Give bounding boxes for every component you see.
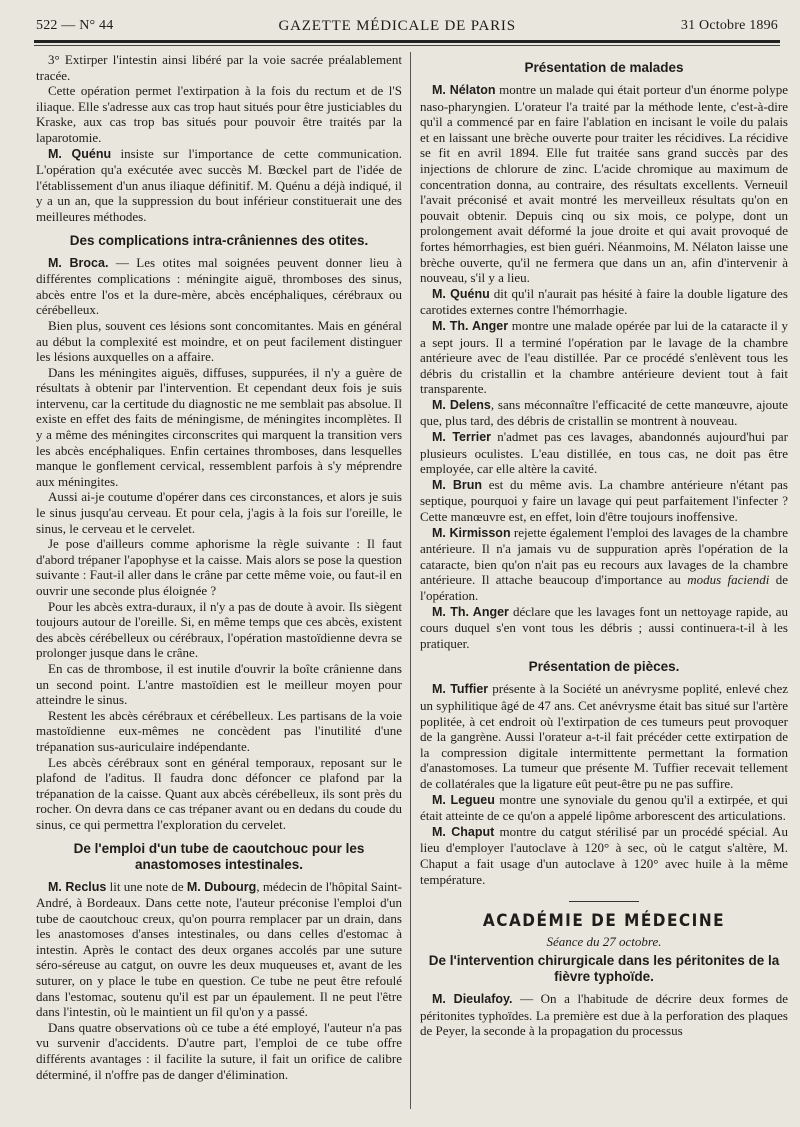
speaker-name: M. Delens <box>432 397 491 412</box>
speaker-name: M. Dubourg <box>186 879 257 894</box>
paragraph-text: — Les otites mal soignées peuvent donner lieu à différentes complications : méningite aiguë, thromboses des sinus, abcès entre l'os et la dure-mère, abcès encéphaliques, cérébraux ou cérébelleux. <box>36 254 402 318</box>
page-number: 522 — N° 44 <box>36 18 114 33</box>
paragraph-text: montre une synoviale du genou qu'il a extirpée, et qui était atteinte de ce qu'on a appelé lipôme arborescent des articulations. <box>420 791 788 824</box>
paragraph: Aussi ai-je coutume d'opérer dans ces circonstances, et alors je suis le sinus jusqu'au cerveau. Et pour cela, j'agis à la fois sur l'oreille, le sinus, le cerveau et le cervelet. <box>36 489 402 536</box>
paragraph-text: lit une note de <box>106 878 187 894</box>
speaker-name: M. Legueu <box>432 792 495 807</box>
paragraph-text: , sans méconnaître l'efficacité de cette manœuvre, ajoute que, plus tard, des débris de cristallin se montrent à nouveau. <box>420 396 788 429</box>
left-column <box>36 52 402 1111</box>
speaker-name: M. Reclus <box>48 879 107 894</box>
paragraph: Je pose d'ailleurs comme aphorisme la règle suivante : Il faut d'abord trépaner l'apophyse et la caisse. Mais alors se pose la question suivante : Faut-il aller dans le crâne par cette même voie, ou faut-il en ouvrir une seconde plus éloignée ? <box>36 536 402 598</box>
paragraph-text: rejette également l'emploi des lavages de la chambre antérieure. Il n'a jamais vu de suppuration après l'opération de la cataracte, bien qu'on n'ait pas eu recours aux lavages de la chambre antérieure. Il attache beaucoup d'importance au <box>420 524 788 588</box>
paragraph-text: présente à la Société un anévrysme poplité, enlevé chez un syphilitique âgé de 47 ans. Cet anévrysme était bas situé sur l'artère poplitée, à cet endroit où l'extirpation de ces tumeurs peut provoquer de la gangrène. Aussi l'orateur a-t-il fait précéder cette extirpation de la compression digitale intermittente permettant la formation d'anastomoses. La tumeur que présente M. Tuffier recevait tellement de collatérales que la ligature eût peut-être pu ne pas suffire. <box>420 681 788 791</box>
speaker-name: M. Th. Anger <box>432 318 509 333</box>
paragraph-text: de l'opération. <box>420 572 788 603</box>
section-heading: Présentation de pièces. <box>528 659 680 675</box>
paragraph: Pour les abcès extra-duraux, il n'y a pas de doute à avoir. Ils siègent toujours autour de l'oreille. Si, en même temps que ces abcès, existent des abcès cérébelleux ou cérébraux, l'opération mastoïdienne devra se prolonger jusque dans le crâne. <box>36 598 402 661</box>
paragraph-text: , médecin de l'hôpital Saint-André, à Bordeaux. Dans cette note, l'auteur préconise l'emploi d'un tube de caoutchouc creux, qu'on pourra remplacer par un drain, dans les anastomoses d'anses intestinales, ou dans celles d'estomac à intestin. Après le contact des deux organes accolés par une suture séro-séreuse au catgut, on ouvre les deux muqueuses et, avant de les suturer, on y place le tube en question. Ce tube ne peut être refoulé dans l'estomac, soutenu qu'il est par un épaulement. Il ne peut l'être dans l'intestin, où le maintient un fil qu'on y a passé. <box>36 878 402 1020</box>
paragraph <box>420 824 788 887</box>
paragraph-text: — On a l'habitude de décrire deux formes de péritonites typhoïdes. La première est due à la perforation des plaques de Peyer, la seconde à la propagation du processus <box>420 991 788 1039</box>
paragraph-text: n'admet pas ces lavages, abandonnés aujourd'hui par plusieurs oculistes. L'eau distillée, en tous cas, ne doit pas être employée, car elle altère la cavité. <box>420 429 788 477</box>
paragraph <box>420 792 788 824</box>
speaker-name: M. Quénu <box>432 286 490 301</box>
page-header <box>36 12 778 40</box>
paragraph: 3° Extirper l'intestin ainsi libéré par la voie sacrée préalablement tracée. <box>36 52 402 83</box>
paragraph <box>420 477 788 525</box>
header-rule-thin <box>34 45 780 46</box>
academy-title: ACADÉMIE DE MÉDECINE <box>482 911 726 932</box>
paragraph <box>420 318 788 397</box>
paragraph: Cette opération permet l'extirpation à la fois du rectum et de l'S iliaque. Elle s'adresse aux cas trop haut situés pour être justiciables du Kraske, aux cas trop bas situés pour pouvoir être traités par la laparotomie. <box>36 83 402 145</box>
paragraph-text: est du même avis. La chambre antérieure n'étant pas septique, pourquoi y faire un lavage qui peut parfaitement l'infecter ? Cette manœuvre est, en effet, loin d'être toujours inoffensive. <box>420 476 788 525</box>
paragraph: Restent les abcès cérébraux et cérébelleux. Les partisans de la voie mastoïdienne eux-mêmes ne concèdent pas l'inutilité d'une trépanation sus-auriculaire indépendante. <box>36 707 402 754</box>
paragraph: Les abcès cérébraux sont en général temporaux, reposant sur le plafond de l'aditus. Il faudra donc défoncer ce plafond par la trépanation de la caisse. Quant aux abcès cérébelleux, ils sont près du rocher. On devra dans ce cas trépaner avant ou en dedans du coude du sinus, ce qui permettra l'exploration du cervelet. <box>36 754 402 832</box>
paragraph <box>36 255 402 318</box>
academy-block <box>420 901 788 930</box>
paragraph <box>420 991 788 1039</box>
paragraph-text: déclare que les lavages font un nettoyage rapide, au cours duquel s'en vont tous les débris ; aussi continuera-t-il à les pratiquer. <box>420 603 788 651</box>
paragraph: Dans quatre observations où ce tube a été employé, l'auteur n'a pas vu survenir d'accidents. D'autre part, l'emploi de ce tube offre différents avantages : il facilite la suture, il fait un orifice de calibre déterminé, il n'offre pas de danger d'élimination. <box>36 1019 402 1082</box>
speaker-name: M. Terrier <box>432 430 492 445</box>
speaker-name: M. Chaput <box>432 824 495 839</box>
speaker-name: M. Kirmisson <box>432 525 511 540</box>
speaker-name: M. Brun <box>432 477 483 492</box>
journal-title: GAZETTE MÉDICALE DE PARIS <box>278 17 516 34</box>
paragraph <box>420 604 788 652</box>
section-heading: De l'emploi d'un tube de caoutchouc pour les anastomoses intestinales. <box>73 840 365 872</box>
paragraph <box>420 429 788 477</box>
paragraph <box>420 82 788 286</box>
speaker-name: M. Broca. <box>48 255 109 270</box>
speaker-name: M. Tuffier <box>432 682 489 697</box>
paragraph <box>36 879 402 1020</box>
issue-date: 31 Octobre 1896 <box>680 18 778 33</box>
speaker-name: M. Quénu <box>48 146 112 161</box>
column-divider <box>410 52 411 1109</box>
italic-term: modus faciendi <box>687 572 770 588</box>
speaker-name: M. Nélaton <box>432 83 496 97</box>
right-column <box>420 52 788 1111</box>
section-heading: De l'intervention chirurgicale dans les péritonites de la fièvre typhoïde. <box>428 953 780 985</box>
separator-rule <box>569 901 639 902</box>
section-heading: Des complications intra-crâniennes des otites. <box>69 232 369 248</box>
paragraph <box>36 146 402 225</box>
paragraph-text: dit qu'il n'aurait pas hésité à faire la double ligature des carotides externes contre l'hémorrhagie. <box>420 285 788 318</box>
speaker-name: M. Dieulafoy. <box>432 992 513 1007</box>
paragraph <box>420 397 788 429</box>
paragraph-text: montre du catgut stérilisé par un procédé spécial. Au lieu d'employer l'autoclave à 120° à sec, où le catgut s'altère, M. Chaput a fait usage d'un autoclave à 120° avec huile à la même température. <box>420 823 788 887</box>
session-date: Séance du 27 octobre. <box>546 933 662 949</box>
paragraph-text: insiste sur l'importance de cette communication. L'opération qu'a exécutée avec succès M. Bœckel part de l'idée de l'établissement d'un anus iliaque définitif. M. Quénu a déjà indiqué, il y a un an, que la suppression du bout inférieur constituerait une des meilleures méthodes. <box>36 145 402 224</box>
paragraph-text: montre un malade qui était porteur d'un énorme polype naso-pharyngien. L'orateur l'a traité par la méthode lente, c'est-à-dire qu'il a commencé par en faire l'ablation en incisant le voile du palais et en laissant une brèche ouverte pour traiter les récidives. La récidive se fit en avril 1894. Elle fut traitée sans grand succès par des injections de chlorure de zinc. L'acide chromique au maximum de concentration donna, au contraire, des résultats excellents. Verneuil l'avait préconisé et avait montré les merveilleux résultats qu'on en pouvait obtenir. Depuis cinq ou six mois, ce polype, dont un prolongement avait déformé la joue droite et qui avait provoqué de fortes hémorrhagies, est bien guéri. Néanmoins, M. Nélaton laisse une brèche ouverte, qu'il ne fermera que dans un an, afin d'intervenir à nouveau, s'il y a lieu. <box>420 82 788 286</box>
paragraph: En cas de thrombose, il est inutile d'ouvrir la boîte crânienne dans un second point. L'antre mastoïdien est le meilleur moyen pour atteindre le sinus. <box>36 660 402 708</box>
paragraph: Dans les méningites aiguës, diffuses, suppurées, il n'y a guère de résultats à obtenir par l'intervention. Et cependant deux fois je suis intervenu, car la certitude du diagnostic ne me semblait pas absolue. Il existe en effet des faits de méningisme, de méningites incomplètes. Il y a même des méningites circonscrites qui marquent la transition vers les abcès encéphaliques. Enfin certaines thromboses, dans lesquelles manque le gonflement cervical, ressemblent parfois à s'y méprendre aux méningites. <box>36 364 402 489</box>
paragraph: Bien plus, souvent ces lésions sont concomitantes. Mais en général au début la complexité est moindre, et on peut facilement distinguer les lésions auxquelles on a affaire. <box>36 317 402 365</box>
header-rule-thick <box>34 40 780 43</box>
speaker-name: M. Th. Anger <box>432 604 509 619</box>
paragraph <box>420 286 788 318</box>
paragraph <box>420 681 788 791</box>
section-heading: Présentation de malades <box>524 60 684 75</box>
paragraph <box>420 525 788 604</box>
paragraph-text: montre une malade opérée par lui de la cataracte il y a sept jours. Il a terminé l'opération par le lavage de la chambre antérieure avec de l'eau distillée. Par ce procédé s'enlèvent tous les débris du cristallin et la chambre antérieure devient tout à fait transparente. <box>420 317 788 397</box>
